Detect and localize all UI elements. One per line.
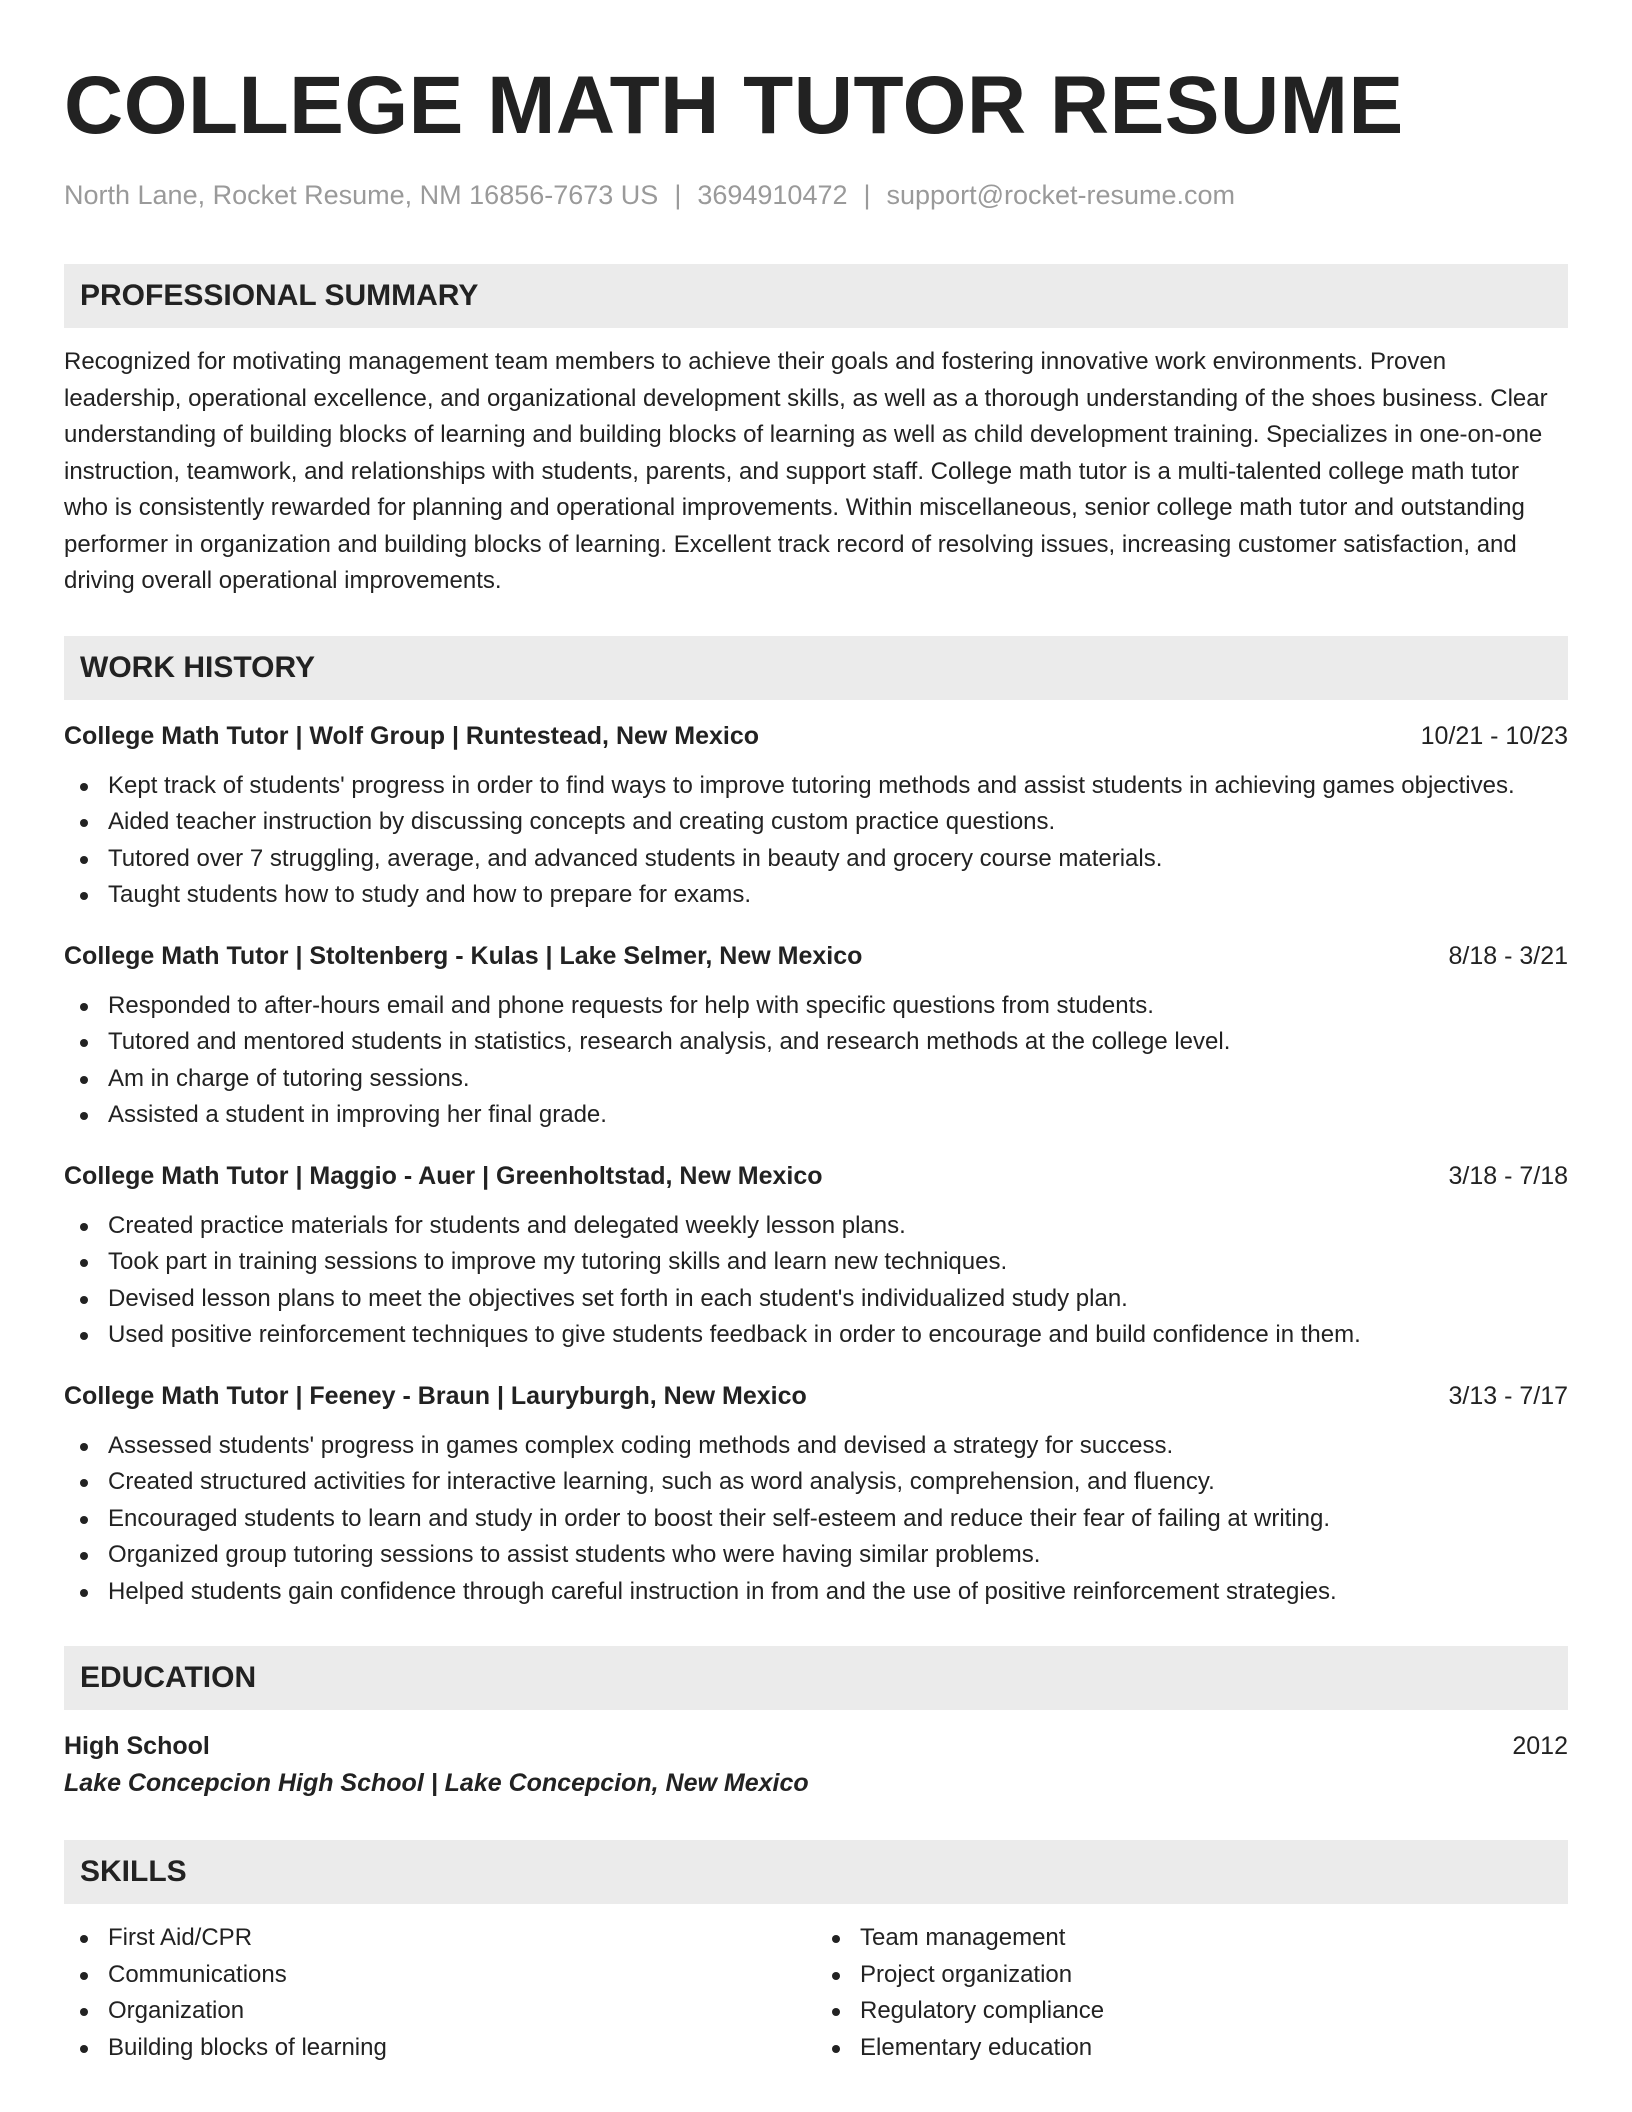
job-title: College Math Tutor | Stoltenberg - Kulas | Lake Selmer, New Mexico (64, 941, 863, 970)
job-entry (64, 938, 1568, 1134)
job-bullet: Organized group tutoring sessions to assist students who were having similar problems. (64, 1537, 1568, 1574)
skills-list (64, 1920, 1568, 2066)
job-bullets (64, 1428, 1568, 1611)
resume-title: COLLEGE MATH TUTOR RESUME (64, 60, 1404, 151)
job-bullets (64, 1208, 1568, 1354)
job-title: College Math Tutor | Maggio - Auer | Greenholtstad, New Mexico (64, 1161, 823, 1190)
job-entry (64, 1158, 1568, 1354)
job-bullet: Aided teacher instruction by discussing concepts and creating custom practice questions. (64, 804, 1568, 841)
skill-item: Regulatory compliance (816, 1993, 1568, 2030)
section-heading-summary: PROFESSIONAL SUMMARY (64, 264, 1568, 328)
job-title: College Math Tutor | Wolf Group | Runtestead, New Mexico (64, 721, 760, 750)
contact-separator: | (674, 180, 682, 210)
education-degree: High School (64, 1732, 210, 1760)
contact-separator: | (863, 180, 871, 210)
job-bullet: Tutored and mentored students in statistics, research analysis, and research methods at the college level. (64, 1024, 1568, 1061)
job-entry (64, 718, 1568, 914)
job-bullet: Created practice materials for students and delegated weekly lesson plans. (64, 1208, 1568, 1245)
job-bullet: Took part in training sessions to improve my tutoring skills and learn new techniques. (64, 1244, 1568, 1281)
education-school: Lake Concepcion High School | Lake Concepcion, New Mexico (64, 1769, 809, 1797)
job-bullet: Tutored over 7 struggling, average, and advanced students in beauty and grocery course materials. (64, 841, 1568, 878)
job-bullet: Am in charge of tutoring sessions. (64, 1061, 1568, 1098)
contact-address: North Lane, Rocket Resume, NM 16856-7673 US (64, 180, 659, 210)
contact-email: support@rocket-resume.com (886, 180, 1236, 210)
section-heading-work-history: WORK HISTORY (64, 636, 1568, 700)
job-bullet: Helped students gain confidence through careful instruction in from and the use of positive reinforcement strategies. (64, 1574, 1568, 1611)
education-entry (64, 1728, 1568, 1802)
job-bullets (64, 988, 1568, 1134)
job-dates: 3/18 - 7/18 (1448, 1161, 1568, 1190)
summary-text: Recognized for motivating management team members to achieve their goals and fostering innovative work environments. Proven leadership, operational excellence, and organizational development skills, as well as a thorough understanding of the shoes business. Clear understanding of building blocks of learning and building blocks of learning as well as child development training. Specializes in one-on-one instruction, teamwork, and relationships with students, parents, and support staff. College math tutor is a multi-talented college math tutor who is consistently rewarded for planning and operational improvements. Within miscellaneous, senior college math tutor and outstanding performer in organization and building blocks of learning. Excellent track record of resolving issues, increasing customer satisfaction, and driving overall operational improvements. (64, 348, 1548, 594)
skills-column-right (816, 1920, 1568, 2066)
job-bullet: Responded to after-hours email and phone requests for help with specific questions from students. (64, 988, 1568, 1025)
job-dates: 10/21 - 10/23 (1420, 721, 1568, 750)
job-dates: 8/18 - 3/21 (1448, 941, 1568, 970)
section-heading-education: EDUCATION (64, 1646, 1568, 1710)
skill-item: Team management (816, 1920, 1568, 1957)
job-bullet: Kept track of students' progress in order to find ways to improve tutoring methods and assist students in achieving games objectives. (64, 768, 1568, 805)
contact-phone: 3694910472 (697, 180, 848, 210)
job-bullet: Assisted a student in improving her final grade. (64, 1097, 1568, 1134)
contact-line (64, 178, 1568, 212)
section-heading-skills: SKILLS (64, 1840, 1568, 1904)
job-bullet: Assessed students' progress in games complex coding methods and devised a strategy for success. (64, 1428, 1568, 1465)
job-title: College Math Tutor | Feeney - Braun | Lauryburgh, New Mexico (64, 1381, 807, 1410)
skill-item: Elementary education (816, 2030, 1568, 2067)
skill-item: Organization (64, 1993, 816, 2030)
job-bullet: Encouraged students to learn and study in order to boost their self-esteem and reduce their fear of failing at writing. (64, 1501, 1568, 1538)
education-year: 2012 (1512, 1732, 1568, 1760)
job-bullets (64, 768, 1568, 914)
job-bullet: Taught students how to study and how to prepare for exams. (64, 877, 1568, 914)
job-bullet: Used positive reinforcement techniques to give students feedback in order to encourage and build confidence in them. (64, 1317, 1568, 1354)
skill-item: First Aid/CPR (64, 1920, 816, 1957)
skill-item: Building blocks of learning (64, 2030, 816, 2067)
job-bullet: Created structured activities for interactive learning, such as word analysis, comprehension, and fluency. (64, 1464, 1568, 1501)
skill-item: Project organization (816, 1957, 1568, 1994)
job-bullet: Devised lesson plans to meet the objectives set forth in each student's individualized study plan. (64, 1281, 1568, 1318)
job-dates: 3/13 - 7/17 (1448, 1381, 1568, 1410)
job-entry (64, 1378, 1568, 1611)
skills-column-left (64, 1920, 816, 2066)
skill-item: Communications (64, 1957, 816, 1994)
